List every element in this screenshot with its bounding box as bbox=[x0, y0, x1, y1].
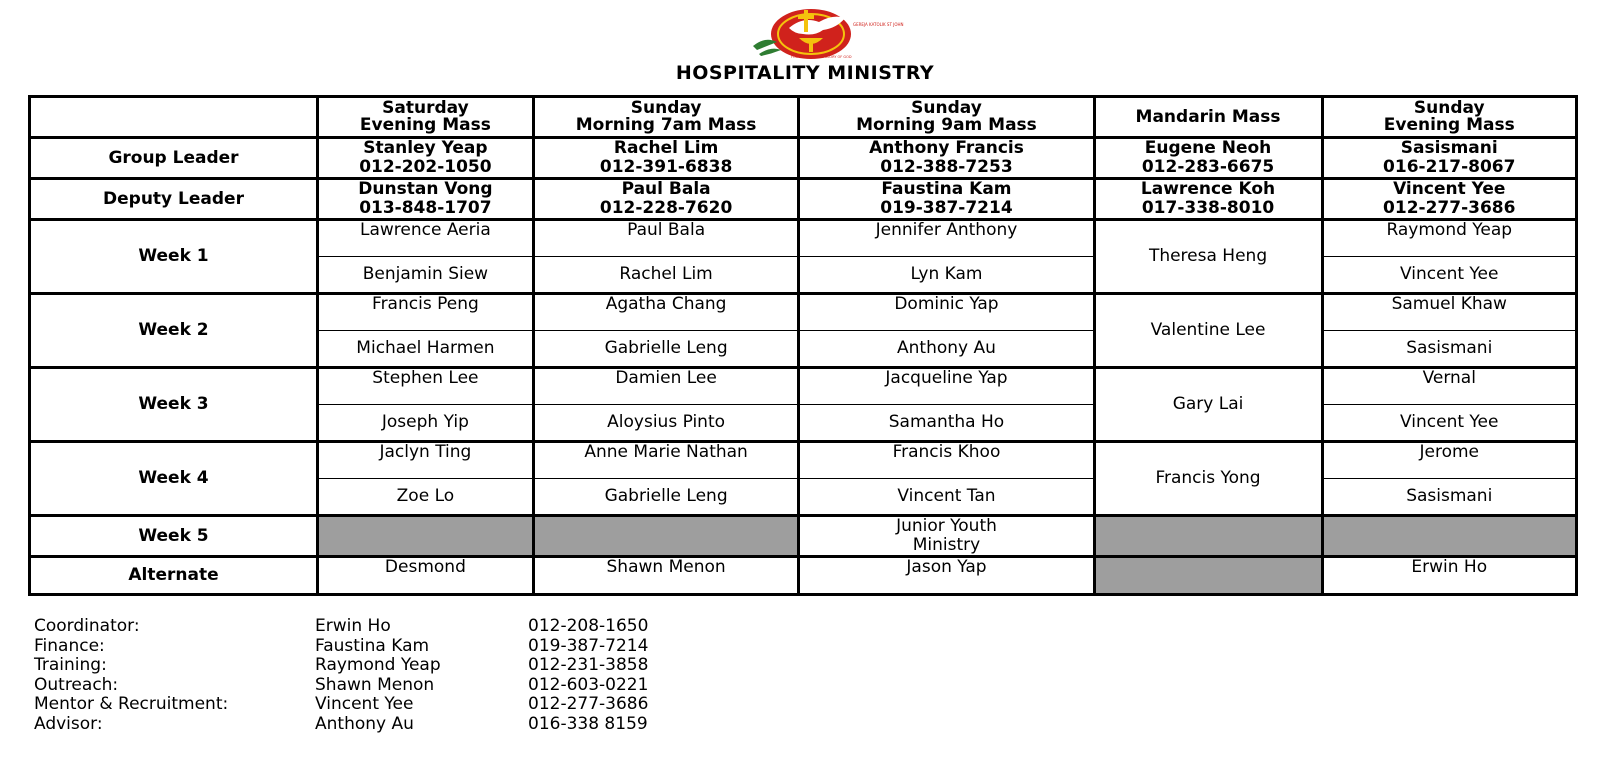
schedule-cell: Vincent Yee bbox=[1322, 405, 1576, 442]
group-leader-row bbox=[30, 138, 1577, 179]
contact-role: Advisor: bbox=[34, 713, 103, 734]
leader-cell: Rachel Lim 012-391-6838 bbox=[533, 138, 799, 179]
row-label: Week 2 bbox=[30, 294, 318, 368]
schedule-cell: Lawrence Aeria bbox=[318, 220, 534, 257]
schedule-cell: Damien Lee bbox=[533, 368, 799, 405]
schedule-cell: Erwin Ho bbox=[1322, 557, 1576, 595]
mandarin-cell: Gary Lai bbox=[1094, 368, 1322, 442]
schedule-cell: Jennifer Anthony bbox=[799, 220, 1094, 257]
contact-name: Vincent Yee bbox=[315, 694, 414, 714]
schedule-table bbox=[28, 95, 1578, 596]
contact-role: Mentor & Recruitment: bbox=[34, 694, 229, 714]
page-title: HOSPITALITY MINISTRY bbox=[675, 62, 935, 84]
shaded-cell bbox=[533, 516, 799, 557]
header-row bbox=[30, 97, 1577, 138]
palm-leaf-icon bbox=[753, 40, 777, 50]
schedule-cell: Junior Youth Ministry bbox=[799, 516, 1094, 557]
schedule-cell: Jaclyn Ting bbox=[318, 442, 534, 479]
deputy-leader-row bbox=[30, 179, 1577, 220]
schedule-cell: Shawn Menon bbox=[533, 557, 799, 595]
contact-role: Outreach: bbox=[34, 674, 119, 695]
schedule-cell: Francis Khoo bbox=[799, 442, 1094, 479]
logo-top-text: GEREJA KATOLIK ST JOHN bbox=[853, 22, 904, 27]
shaded-cell bbox=[1322, 516, 1576, 557]
schedule-cell: Agatha Chang bbox=[533, 294, 799, 331]
logo-bottom-text: FOR THE GREATER GLORY OF GOD bbox=[791, 55, 852, 59]
contact-phone: 019-387-7214 bbox=[528, 635, 649, 656]
schedule-cell: Benjamin Siew bbox=[318, 257, 534, 294]
column-header-sunday-evening: Sunday Evening Mass bbox=[1322, 97, 1576, 138]
column-header-sunday-9am: Sunday Morning 9am Mass bbox=[799, 97, 1094, 138]
schedule-cell: Samantha Ho bbox=[799, 405, 1094, 442]
schedule-cell: Sasismani bbox=[1322, 331, 1576, 368]
contact-name: Anthony Au bbox=[315, 713, 414, 734]
contact-role: Finance: bbox=[34, 635, 105, 656]
contact-name: Raymond Yeap bbox=[315, 655, 441, 675]
schedule-cell: Jacqueline Yap bbox=[799, 368, 1094, 405]
schedule-cell: Jason Yap bbox=[799, 557, 1094, 595]
schedule-cell: Desmond bbox=[318, 557, 534, 595]
schedule-cell: Samuel Khaw bbox=[1322, 294, 1576, 331]
schedule-cell: Stephen Lee bbox=[318, 368, 534, 405]
row-label: Group Leader bbox=[30, 138, 318, 179]
week-5-row bbox=[30, 516, 1577, 557]
schedule-cell: Jerome bbox=[1322, 442, 1576, 479]
leader-cell: Eugene Neoh 012-283-6675 bbox=[1094, 138, 1322, 179]
schedule-cell: Francis Peng bbox=[318, 294, 534, 331]
deputy-cell: Faustina Kam 019-387-7214 bbox=[799, 179, 1094, 220]
week-row bbox=[30, 294, 1577, 331]
contact-phone: 012-231-3858 bbox=[528, 655, 649, 675]
column-header-mandarin: Mandarin Mass bbox=[1094, 97, 1322, 138]
row-label: Week 5 bbox=[30, 516, 318, 557]
column-header-sunday-7am: Sunday Morning 7am Mass bbox=[533, 97, 799, 138]
contact-role: Training: bbox=[34, 655, 107, 675]
shaded-cell bbox=[1094, 516, 1322, 557]
schedule-cell: Gabrielle Leng bbox=[533, 479, 799, 516]
schedule-cell: Raymond Yeap bbox=[1322, 220, 1576, 257]
corner-cell bbox=[30, 97, 318, 138]
week-row bbox=[30, 442, 1577, 479]
row-label: Alternate bbox=[30, 557, 318, 595]
leader-cell: Anthony Francis 012-388-7253 bbox=[799, 138, 1094, 179]
deputy-cell: Lawrence Koh 017-338-8010 bbox=[1094, 179, 1322, 220]
leader-cell: Sasismani 016-217-8067 bbox=[1322, 138, 1576, 179]
mandarin-cell: Francis Yong bbox=[1094, 442, 1322, 516]
schedule-cell: Sasismani bbox=[1322, 479, 1576, 516]
contact-name: Faustina Kam bbox=[315, 635, 430, 656]
schedule-cell: Dominic Yap bbox=[799, 294, 1094, 331]
schedule-cell: Joseph Yip bbox=[318, 405, 534, 442]
row-label: Week 1 bbox=[30, 220, 318, 294]
schedule-cell: Lyn Kam bbox=[799, 257, 1094, 294]
deputy-cell: Vincent Yee 012-277-3686 bbox=[1322, 179, 1576, 220]
schedule-cell: Aloysius Pinto bbox=[533, 405, 799, 442]
contact-phone: 016-338 8159 bbox=[528, 713, 648, 734]
column-header-saturday-evening: Saturday Evening Mass bbox=[318, 97, 534, 138]
row-label: Week 4 bbox=[30, 442, 318, 516]
schedule-cell: Vernal bbox=[1322, 368, 1576, 405]
week-row bbox=[30, 220, 1577, 257]
church-emblem-logo bbox=[741, 6, 904, 60]
schedule-cell: Vincent Tan bbox=[799, 479, 1094, 516]
schedule-cell: Michael Harmen bbox=[318, 331, 534, 368]
mandarin-cell: Valentine Lee bbox=[1094, 294, 1322, 368]
row-label: Deputy Leader bbox=[30, 179, 318, 220]
contact-name: Erwin Ho bbox=[315, 616, 391, 636]
schedule-cell: Zoe Lo bbox=[318, 479, 534, 516]
leader-cell: Stanley Yeap 012-202-1050 bbox=[318, 138, 534, 179]
contact-phone: 012-208-1650 bbox=[528, 616, 649, 636]
week-row bbox=[30, 368, 1577, 405]
schedule-cell: Anthony Au bbox=[799, 331, 1094, 368]
alternate-row bbox=[30, 557, 1577, 595]
shaded-cell bbox=[318, 516, 534, 557]
cross-icon bbox=[804, 10, 808, 32]
deputy-cell: Dunstan Vong 013-848-1707 bbox=[318, 179, 534, 220]
deputy-cell: Paul Bala 012-228-7620 bbox=[533, 179, 799, 220]
row-label: Week 3 bbox=[30, 368, 318, 442]
shaded-cell bbox=[1094, 557, 1322, 595]
schedule-cell: Vincent Yee bbox=[1322, 257, 1576, 294]
mandarin-cell: Theresa Heng bbox=[1094, 220, 1322, 294]
schedule-cell: Rachel Lim bbox=[533, 257, 799, 294]
contact-phone: 012-603-0221 bbox=[528, 674, 649, 695]
contact-role: Coordinator: bbox=[34, 616, 140, 636]
schedule-cell: Paul Bala bbox=[533, 220, 799, 257]
contact-phone: 012-277-3686 bbox=[528, 694, 649, 714]
schedule-cell: Anne Marie Nathan bbox=[533, 442, 799, 479]
schedule-cell: Gabrielle Leng bbox=[533, 331, 799, 368]
contact-name: Shawn Menon bbox=[315, 674, 435, 695]
